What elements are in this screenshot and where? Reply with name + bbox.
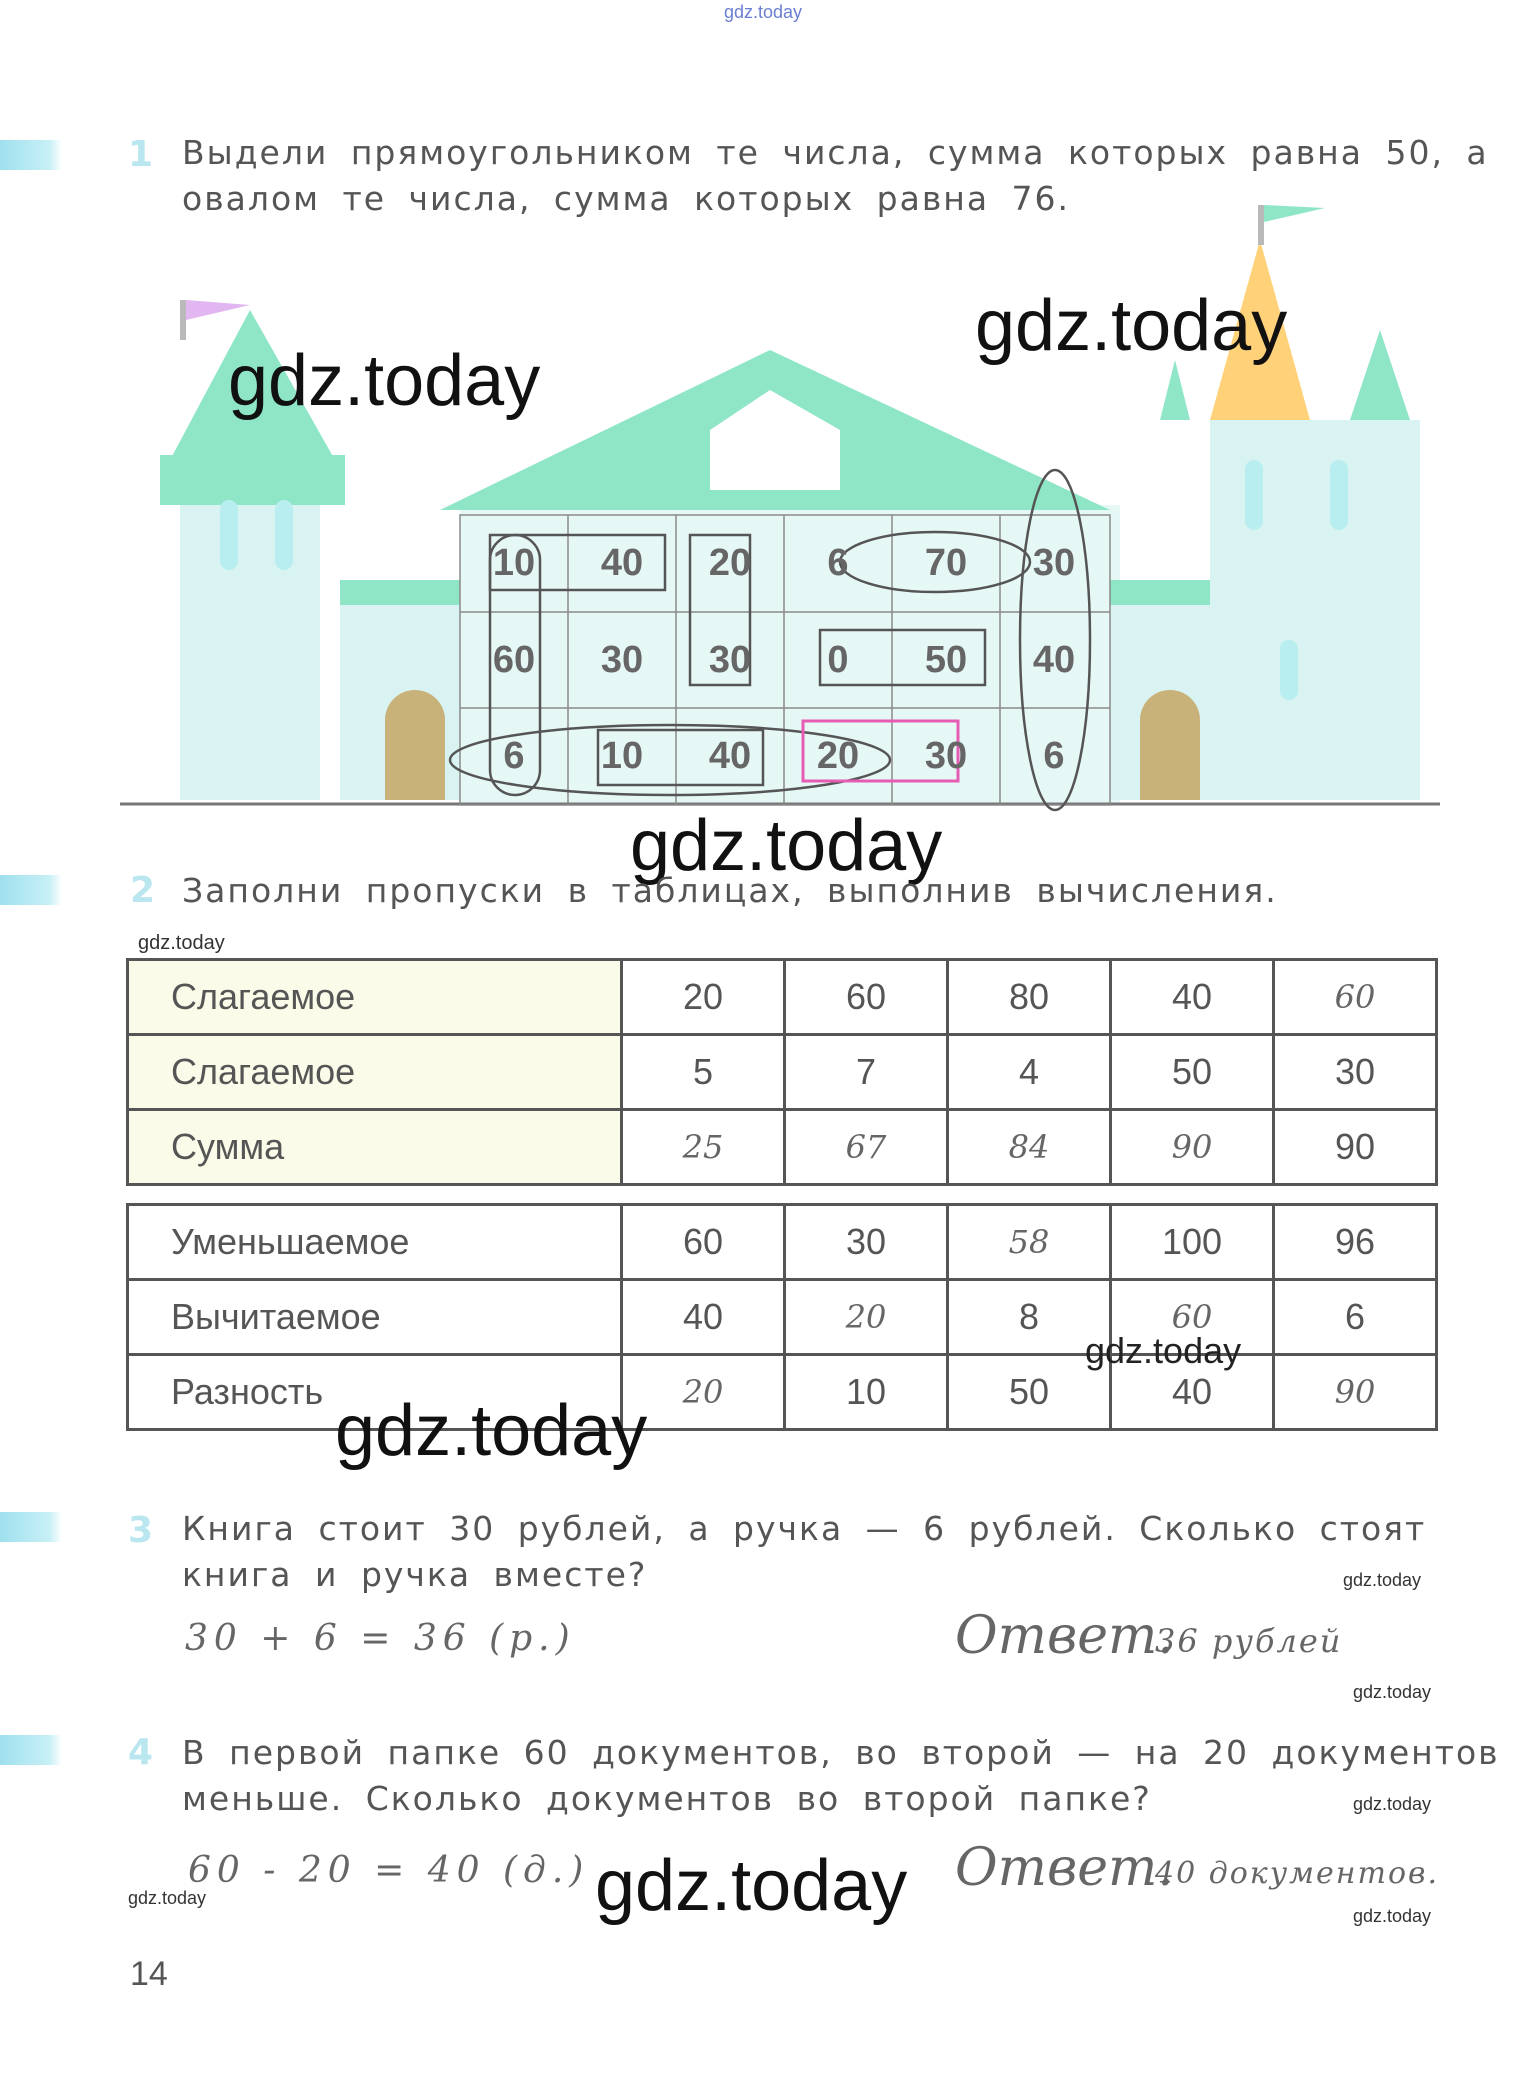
watermark-small: gdz.today bbox=[1343, 1570, 1422, 1590]
table-row bbox=[128, 1035, 1437, 1110]
row-label: Разность bbox=[128, 1355, 622, 1430]
watermark: gdz.today bbox=[228, 341, 541, 421]
castle-number: 30 bbox=[1032, 541, 1076, 584]
subtraction-table bbox=[126, 1203, 1438, 1431]
castle-number: 30 bbox=[708, 638, 752, 681]
table-cell: 10 bbox=[785, 1355, 948, 1430]
task-number-4: 4 bbox=[128, 1732, 154, 1773]
row-label: Вычитаемое bbox=[128, 1280, 622, 1355]
table-cell: 7 bbox=[785, 1035, 948, 1110]
task-number-1: 1 bbox=[128, 134, 154, 175]
task4-answer: 40 документов. bbox=[1155, 1856, 1439, 1891]
watermark-top: gdz.today bbox=[724, 2, 803, 22]
castle-number: 20 bbox=[816, 734, 860, 777]
castle-number: 6 bbox=[1043, 734, 1065, 777]
task4-answer-label: Ответ. bbox=[955, 1838, 1174, 1898]
task4-text-line1: В первой папке 60 документов, во второй — на 20 документов bbox=[182, 1733, 1500, 1772]
table-row bbox=[128, 1110, 1437, 1185]
watermark-small: gdz.today bbox=[1353, 1682, 1432, 1702]
table-cell: 60 bbox=[785, 960, 948, 1035]
task1-text-line1: Выдели прямоугольником те числа, сумма которых равна 50, а bbox=[182, 133, 1489, 172]
task4-text-line2: меньше. Сколько документов во второй папке? bbox=[182, 1779, 1152, 1818]
table-cell-handwritten: 67 bbox=[785, 1110, 948, 1185]
table-cell: 96 bbox=[1274, 1205, 1437, 1280]
task-marker-4 bbox=[0, 1735, 62, 1765]
castle-number: 10 bbox=[492, 541, 536, 584]
task3-answer: 36 рублей bbox=[1155, 1622, 1343, 1660]
table-cell: 8 bbox=[948, 1280, 1111, 1355]
table-cell: 60 bbox=[622, 1205, 785, 1280]
task3-text-line1: Книга стоит 30 рублей, а ручка — 6 рублей. Сколько стоят bbox=[182, 1509, 1427, 1548]
table-cell: 5 bbox=[622, 1035, 785, 1110]
table-cell: 50 bbox=[1111, 1035, 1274, 1110]
task4-solution: 60 - 20 = 40 (д.) bbox=[188, 1850, 590, 1891]
task3-text-line2: книга и ручка вместе? bbox=[182, 1555, 648, 1594]
table-cell-handwritten: 84 bbox=[948, 1110, 1111, 1185]
table-cell: 30 bbox=[1274, 1035, 1437, 1110]
page-number: 14 bbox=[130, 1955, 168, 1993]
castle-number: 40 bbox=[1032, 638, 1076, 681]
table-cell: 6 bbox=[1274, 1280, 1437, 1355]
castle-number: 50 bbox=[924, 638, 968, 681]
table-cell: 40 bbox=[1111, 960, 1274, 1035]
castle-number: 20 bbox=[708, 541, 752, 584]
watermark-small: gdz.today bbox=[138, 932, 225, 954]
table-cell-handwritten: 25 bbox=[622, 1110, 785, 1185]
table-cell-handwritten: 90 bbox=[1111, 1110, 1274, 1185]
task-marker-1 bbox=[0, 140, 62, 170]
table-cell-handwritten: 60 bbox=[1111, 1280, 1274, 1355]
table-cell: 100 bbox=[1111, 1205, 1274, 1280]
watermark-small: gdz.today bbox=[1353, 1906, 1432, 1926]
watermark: gdz.today bbox=[630, 806, 943, 886]
castle-number: 6 bbox=[827, 541, 849, 584]
task-number-2: 2 bbox=[130, 870, 156, 911]
row-label: Слагаемое bbox=[128, 1035, 622, 1110]
task-marker-3 bbox=[0, 1512, 62, 1542]
table-cell-handwritten: 20 bbox=[785, 1280, 948, 1355]
castle-number: 30 bbox=[924, 734, 968, 777]
table-cell: 80 bbox=[948, 960, 1111, 1035]
watermark: gdz.today bbox=[1085, 1330, 1242, 1371]
task3-answer-label: Ответ. bbox=[955, 1606, 1174, 1666]
row-label: Сумма bbox=[128, 1110, 622, 1185]
table-cell: 20 bbox=[622, 960, 785, 1035]
watermark: gdz.today bbox=[595, 1846, 908, 1926]
task-number-3: 3 bbox=[128, 1510, 154, 1551]
table-row bbox=[128, 960, 1437, 1035]
addition-table bbox=[126, 958, 1438, 1186]
castle-number: 60 bbox=[492, 638, 536, 681]
table-cell: 4 bbox=[948, 1035, 1111, 1110]
table-cell: 40 bbox=[622, 1280, 785, 1355]
row-label: Слагаемое bbox=[128, 960, 622, 1035]
table-row bbox=[128, 1205, 1437, 1280]
castle-number: 6 bbox=[503, 734, 525, 777]
task3-solution: 30 + 6 = 36 (р.) bbox=[185, 1618, 576, 1659]
table-cell: 30 bbox=[785, 1205, 948, 1280]
table-cell: 40 bbox=[1111, 1355, 1274, 1430]
task2-text: Заполни пропуски в таблицах, выполнив вычисления. bbox=[182, 871, 1278, 910]
watermark: gdz.today bbox=[975, 286, 1288, 366]
row-label: Уменьшаемое bbox=[128, 1205, 622, 1280]
table-cell-handwritten: 20 bbox=[622, 1355, 785, 1430]
watermark-small: gdz.today bbox=[1353, 1794, 1432, 1814]
castle-number: 70 bbox=[924, 541, 968, 584]
table-cell: 50 bbox=[948, 1355, 1111, 1430]
table-cell: 90 bbox=[1274, 1110, 1437, 1185]
task-marker-2 bbox=[0, 875, 62, 905]
task1-text-line2: овалом те числа, сумма которых равна 76. bbox=[182, 179, 1071, 218]
watermark: gdz.today bbox=[335, 1391, 648, 1471]
watermark-small: gdz.today bbox=[128, 1888, 207, 1908]
table-cell-handwritten: 90 bbox=[1274, 1355, 1437, 1430]
table-cell-handwritten: 60 bbox=[1274, 960, 1437, 1035]
castle-number: 40 bbox=[708, 734, 752, 777]
castle-number: 40 bbox=[600, 541, 644, 584]
castle-number: 30 bbox=[600, 638, 644, 681]
castle-number: 10 bbox=[600, 734, 644, 777]
table-cell-handwritten: 58 bbox=[948, 1205, 1111, 1280]
castle-number: 0 bbox=[827, 638, 849, 681]
